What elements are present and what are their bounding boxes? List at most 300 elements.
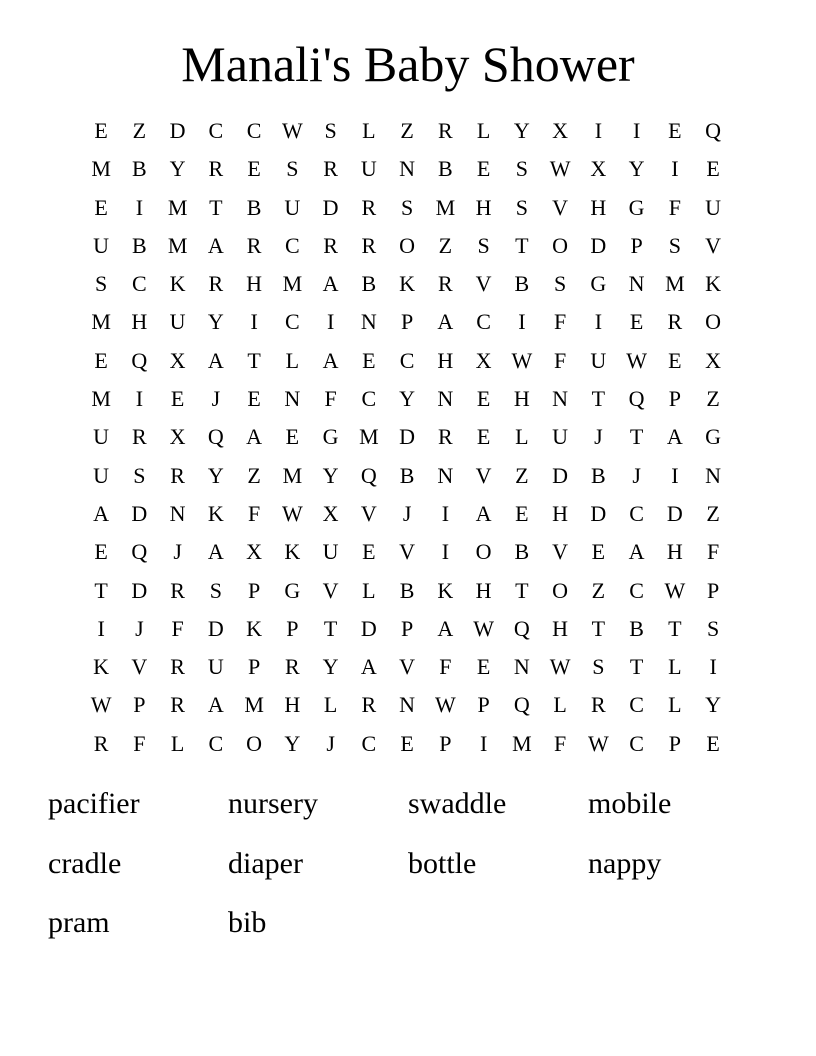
grid-letter: A (207, 539, 224, 565)
grid-letter: X (552, 118, 569, 143)
grid-letter: U (93, 232, 110, 258)
grid-letter: K (93, 654, 110, 680)
grid-letter: N (169, 500, 186, 526)
grid-letter: Q (513, 692, 530, 718)
grid-letter: V (705, 232, 722, 258)
grid-letter: P (477, 692, 490, 718)
grid-letter: E (515, 500, 529, 526)
grid-letter: I (671, 156, 679, 182)
grid-letter: X (169, 424, 186, 450)
grid-letter: L (362, 577, 376, 603)
word-list-item: nursery (228, 787, 318, 820)
grid-letter: S (554, 271, 567, 297)
grid-letter: Y (284, 730, 301, 756)
word-list-item: swaddle (408, 787, 507, 820)
grid-letter: B (246, 194, 262, 220)
grid-letter: I (250, 309, 258, 335)
grid-letter: Z (706, 386, 720, 412)
grid-letter: R (438, 118, 453, 143)
grid-letter: U (207, 654, 224, 680)
word-list-item: pram (48, 906, 110, 939)
grid-letter: H (513, 386, 530, 412)
grid-letter: X (705, 347, 722, 373)
grid-letter: Z (591, 577, 606, 603)
grid-letter: J (326, 730, 335, 756)
grid-letter: S (592, 654, 605, 680)
grid-letter: L (553, 692, 567, 718)
grid-letter: R (323, 156, 338, 182)
grid-letter: S (668, 232, 681, 258)
grid-letter: E (362, 539, 376, 565)
grid-letter: X (322, 500, 339, 526)
grid-letter: L (323, 692, 338, 718)
grid-letter: B (629, 615, 644, 641)
grid-letter: B (399, 462, 415, 488)
grid-letter: D (169, 118, 186, 143)
grid-letter: E (476, 654, 491, 680)
grid-letter: E (170, 386, 185, 412)
grid-letter: R (93, 730, 109, 756)
grid-letter: B (132, 232, 147, 258)
grid-letter: L (476, 118, 491, 143)
grid-letter: M (282, 271, 303, 297)
grid-letter: D (590, 232, 607, 258)
grid-letter: X (169, 347, 186, 373)
grid-letter: A (360, 654, 377, 680)
grid-letter: Z (247, 462, 261, 488)
grid-letter: E (94, 347, 108, 373)
grid-letter: W (281, 500, 303, 526)
grid-letter: E (247, 386, 261, 412)
grid-letter: S (401, 194, 414, 220)
grid-letter: W (587, 730, 609, 756)
grid-letter: K (437, 577, 454, 603)
grid-letter: T (629, 424, 644, 450)
grid-letter: E (668, 118, 682, 143)
grid-letter: Q (705, 118, 722, 143)
grid-letter: C (132, 271, 147, 297)
grid-letter: T (515, 577, 529, 603)
grid-letter: H (590, 194, 607, 220)
grid-letter: B (361, 271, 377, 297)
grid-letter: S (515, 194, 528, 220)
grid-letter: M (91, 386, 111, 412)
grid-letter: U (590, 347, 607, 373)
grid-letter: P (668, 386, 681, 412)
grid-letter: P (286, 615, 299, 641)
word-list-item: bib (228, 906, 267, 939)
grid-letter: C (629, 500, 644, 526)
grid-letter: R (438, 271, 453, 297)
grid-letter: U (322, 539, 339, 565)
grid-letter: Q (207, 424, 224, 450)
grid-letter: V (360, 500, 377, 526)
grid-letter: K (705, 271, 722, 297)
grid-letter: U (284, 194, 301, 220)
grid-letter: Y (628, 156, 645, 182)
grid-letter: N (399, 692, 416, 718)
grid-letter: P (401, 615, 414, 641)
grid-letter: M (665, 271, 685, 297)
grid-letter: P (401, 309, 414, 335)
grid-letter: T (515, 232, 529, 258)
grid-letter: A (322, 271, 339, 297)
grid-letter: D (322, 194, 339, 220)
grid-letter: I (518, 309, 526, 335)
grid-letter: A (322, 347, 339, 373)
grid-letter: Q (628, 386, 645, 412)
grid-letter: Z (515, 462, 529, 488)
grid-letter: P (133, 692, 146, 718)
grid-letter: F (668, 194, 681, 220)
grid-letter: V (131, 654, 148, 680)
grid-letter: R (591, 692, 606, 718)
grid-letter: J (594, 424, 603, 450)
grid-letter: U (360, 156, 377, 182)
grid-letter: V (399, 654, 416, 680)
grid-letter: P (439, 730, 452, 756)
grid-letter: W (664, 577, 686, 603)
grid-letter: H (666, 539, 683, 565)
grid-letter: A (207, 232, 224, 258)
grid-letter: I (97, 615, 105, 641)
grid-letter: M (359, 424, 379, 450)
grid-letter: O (475, 539, 492, 565)
word-list-item: pacifier (48, 787, 140, 820)
grid-letter: Y (207, 462, 224, 488)
grid-letter: O (246, 730, 263, 756)
grid-letter: T (591, 386, 606, 412)
grid-letter: X (590, 156, 607, 182)
grid-letter: N (360, 309, 377, 335)
grid-letter: N (399, 156, 416, 182)
grid-letter: L (362, 118, 376, 143)
grid-letter: J (632, 462, 641, 488)
grid-letter: I (594, 118, 603, 143)
grid-letter: P (707, 577, 720, 603)
grid-letter: M (167, 232, 188, 258)
grid-letter: Q (513, 615, 530, 641)
grid-letter: E (706, 156, 720, 182)
grid-letter: K (207, 500, 224, 526)
grid-letter: I (441, 500, 450, 526)
grid-letter: I (135, 194, 144, 220)
grid-letter: C (629, 577, 644, 603)
grid-letter: F (554, 309, 567, 335)
grid-letter: W (281, 118, 303, 143)
page-title: Manali's Baby Shower (181, 36, 635, 92)
grid-letter: D (399, 424, 416, 450)
word-list-item: diaper (228, 846, 303, 880)
grid-letter: W (549, 156, 571, 182)
grid-letter: R (170, 462, 185, 488)
grid-letter: T (591, 615, 606, 641)
grid-letter: M (512, 730, 532, 756)
grid-letter: M (244, 692, 264, 718)
grid-letter: B (399, 577, 415, 603)
grid-letter: E (591, 539, 606, 565)
grid-letter: U (93, 462, 110, 488)
grid-letter: V (552, 194, 569, 220)
grid-letter: O (705, 309, 722, 335)
grid-letter: C (476, 309, 491, 335)
grid-letter: N (705, 462, 722, 488)
grid-letter: S (209, 577, 222, 603)
grid-letter: C (208, 730, 224, 756)
grid-letter: F (439, 654, 452, 680)
grid-letter: R (170, 577, 185, 603)
grid-letter: W (626, 347, 647, 373)
grid-letter: H (246, 271, 263, 297)
grid-letter: I (479, 730, 488, 756)
grid-letter: C (629, 730, 644, 756)
grid-letter: C (399, 347, 415, 373)
grid-letter: N (513, 654, 530, 680)
grid-letter: R (170, 654, 185, 680)
grid-letter: B (438, 156, 453, 182)
grid-letter: F (171, 615, 184, 641)
grid-letter: Y (207, 309, 224, 335)
grid-letter: F (324, 386, 337, 412)
letter-grid (82, 112, 732, 763)
word-list-item: bottle (408, 846, 477, 880)
grid-letter: E (706, 730, 720, 756)
grid-letter: E (476, 156, 491, 182)
grid-letter: T (629, 654, 644, 680)
grid-letter: T (94, 577, 108, 603)
grid-letter: B (591, 462, 606, 488)
grid-letter: A (666, 424, 683, 450)
grid-letter: A (207, 692, 224, 718)
grid-letter: Q (131, 347, 148, 373)
grid-letter: E (94, 194, 108, 220)
grid-letter: I (632, 118, 641, 143)
grid-letter: B (514, 539, 530, 565)
grid-letter: Y (705, 692, 722, 718)
grid-letter: W (549, 654, 571, 680)
grid-letter: W (434, 692, 456, 718)
grid-letter: L (170, 730, 185, 756)
grid-letter: F (554, 347, 567, 373)
grid-letter: P (248, 654, 261, 680)
grid-letter: H (552, 500, 569, 526)
grid-letter: U (93, 424, 110, 450)
grid-letter: I (326, 309, 335, 335)
grid-letter: U (169, 309, 186, 335)
grid-letter: B (132, 156, 147, 182)
grid-letter: I (709, 654, 717, 680)
grid-letter: P (668, 730, 681, 756)
grid-letter: M (167, 194, 188, 220)
grid-letter: K (284, 539, 301, 565)
grid-letter: F (248, 500, 261, 526)
grid-letter: Y (513, 118, 530, 143)
grid-letter: V (475, 271, 492, 297)
grid-letter: M (282, 462, 303, 488)
grid-letter: C (246, 118, 262, 143)
grid-letter: I (135, 386, 144, 412)
grid-letter: F (707, 539, 720, 565)
grid-letter: A (437, 309, 454, 335)
grid-letter: Z (132, 118, 147, 143)
grid-letter: E (476, 424, 491, 450)
grid-letter: T (668, 615, 682, 641)
grid-letter: A (93, 500, 110, 526)
grid-letter: W (511, 347, 533, 373)
grid-letter: H (475, 194, 492, 220)
grid-letter: O (399, 232, 416, 258)
grid-letter: R (667, 309, 683, 335)
grid-letter: N (437, 462, 454, 488)
grid-letter: F (133, 730, 146, 756)
grid-letter: A (207, 347, 224, 373)
grid-letter: C (285, 309, 300, 335)
grid-letter: R (246, 232, 262, 258)
grid-letter: G (590, 271, 607, 297)
grid-letter: E (629, 309, 644, 335)
grid-letter: V (552, 539, 569, 565)
grid-letter: E (247, 156, 261, 182)
grid-letter: I (671, 462, 679, 488)
grid-letter: J (211, 386, 221, 412)
grid-letter: Z (400, 118, 414, 143)
grid-letter: F (554, 730, 567, 756)
grid-letter: J (135, 615, 144, 641)
grid-letter: S (707, 615, 720, 641)
grid-letter: E (94, 118, 108, 143)
grid-letter: R (132, 424, 147, 450)
grid-letter: R (438, 424, 453, 450)
grid-letter: J (173, 539, 182, 565)
grid-letter: H (552, 615, 569, 641)
grid-letter: Z (438, 232, 453, 258)
grid-letter: N (284, 386, 301, 412)
grid-letter: X (246, 539, 263, 565)
grid-letter: A (475, 500, 492, 526)
grid-letter: X (475, 347, 492, 373)
grid-letter: E (668, 347, 682, 373)
word-list-item: nappy (588, 846, 662, 880)
grid-letter: S (324, 118, 337, 143)
grid-letter: T (209, 194, 223, 220)
grid-letter: H (437, 347, 454, 373)
grid-letter: T (247, 347, 261, 373)
grid-letter: D (207, 615, 224, 641)
grid-letter: R (361, 232, 377, 258)
grid-letter: H (284, 692, 301, 718)
grid-letter: R (361, 692, 377, 718)
grid-letter: Y (169, 156, 186, 182)
grid-letter: G (628, 194, 645, 220)
grid-letter: Q (131, 539, 148, 565)
grid-letter: S (286, 156, 299, 182)
grid-letter: G (322, 424, 339, 450)
grid-letter: C (361, 730, 377, 756)
grid-letter: D (590, 500, 607, 526)
grid-letter: R (323, 232, 338, 258)
grid-letter: A (437, 615, 454, 641)
grid-letter: B (514, 271, 530, 297)
grid-letter: G (705, 424, 722, 450)
grid-letter: S (515, 156, 528, 182)
grid-letter: Q (360, 462, 377, 488)
grid-letter: E (362, 347, 376, 373)
grid-letter: L (668, 654, 682, 680)
grid-letter: R (170, 692, 185, 718)
grid-letter: D (552, 462, 569, 488)
grid-letter: J (402, 500, 412, 526)
grid-letter: C (285, 232, 300, 258)
word-list-item: cradle (48, 846, 122, 880)
grid-letter: K (246, 615, 263, 641)
grid-letter: N (437, 386, 454, 412)
grid-letter: T (323, 615, 338, 641)
grid-letter: I (441, 539, 450, 565)
grid-letter: W (90, 692, 112, 718)
grid-letter: N (628, 271, 645, 297)
grid-letter: O (552, 232, 569, 258)
grid-letter: C (208, 118, 224, 143)
grid-letter: E (476, 386, 491, 412)
grid-letter: H (131, 309, 148, 335)
grid-letter: R (361, 194, 377, 220)
grid-letter: E (94, 539, 108, 565)
grid-letter: A (246, 424, 263, 450)
grid-letter: V (399, 539, 416, 565)
grid-letter: E (400, 730, 414, 756)
grid-letter: S (477, 232, 490, 258)
grid-letter: H (475, 577, 492, 603)
word-list-item: mobile (588, 787, 672, 820)
grid-letter: V (322, 577, 339, 603)
grid-letter: L (668, 692, 682, 718)
grid-letter: D (666, 500, 683, 526)
grid-letter: U (552, 424, 569, 450)
grid-letter: D (131, 577, 148, 603)
grid-letter: D (360, 615, 377, 641)
grid-letter: K (399, 271, 416, 297)
grid-letter: R (285, 654, 300, 680)
grid-letter: U (705, 194, 722, 220)
grid-letter: W (473, 615, 494, 641)
grid-letter: D (131, 500, 148, 526)
grid-letter: C (361, 386, 377, 412)
grid-letter: M (435, 194, 456, 220)
grid-letter: N (552, 386, 569, 412)
grid-letter: K (169, 271, 186, 297)
grid-letter: L (515, 424, 529, 450)
grid-letter: S (133, 462, 146, 488)
grid-letter: A (628, 539, 645, 565)
grid-letter: P (248, 577, 261, 603)
grid-letter: V (475, 462, 492, 488)
grid-letter: P (630, 232, 643, 258)
grid-letter: S (95, 271, 108, 297)
grid-letter: E (285, 424, 300, 450)
grid-letter: I (594, 309, 603, 335)
grid-letter: Y (322, 462, 339, 488)
grid-letter: M (91, 309, 111, 335)
grid-letter: R (208, 156, 224, 182)
word-list (48, 774, 768, 953)
grid-letter: L (285, 347, 300, 373)
grid-letter: Z (706, 500, 720, 526)
grid-letter: O (552, 577, 569, 603)
grid-letter: C (629, 692, 644, 718)
grid-letter: Y (399, 386, 416, 412)
grid-letter: R (208, 271, 224, 297)
grid-letter: G (284, 577, 301, 603)
